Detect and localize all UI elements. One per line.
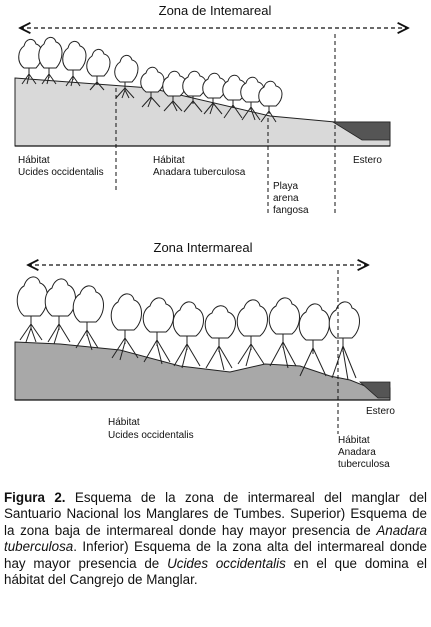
- bottom-habitat-ucides-label: Hábitat: [108, 417, 140, 428]
- top-playa-label-3: fangosa: [273, 205, 309, 216]
- caption-text-2: . Inferior) Esquema de la zona alta del intermareal donde hay mayor presencia de: [4, 539, 427, 571]
- top-habitat-anadara-label: Hábitat: [153, 155, 185, 166]
- bottom-title: Zona Intermareal: [153, 240, 253, 255]
- tree: [19, 39, 42, 84]
- tree: [205, 306, 235, 370]
- top-habitat-anadara-species: Anadara tuberculosa: [153, 167, 246, 178]
- caption-text-3: en el que domina el hábitat del Cangrejo de Manglar.: [4, 555, 427, 588]
- bottom-habitat-anadara-species: tuberculosa: [338, 459, 390, 470]
- top-playa-label-1: Playa: [273, 181, 299, 192]
- bottom-estero-label: Estero: [366, 406, 395, 417]
- top-playa-label-2: arena: [273, 193, 299, 204]
- tree: [173, 302, 203, 368]
- top-estero-label: Estero: [353, 155, 382, 166]
- caption-label: Figura 2.: [4, 490, 66, 505]
- caption-italic-2: Ucides occidentalis: [167, 555, 286, 571]
- tree: [63, 41, 86, 86]
- tree: [39, 37, 62, 84]
- bottom-ground: [15, 342, 390, 400]
- tree: [237, 300, 267, 366]
- bottom-habitat-anadara-label: Hábitat: [338, 435, 370, 446]
- bottom-habitat-ucides-species: Ucides occidentalis: [108, 430, 194, 441]
- tree: [269, 298, 299, 368]
- tree: [329, 302, 359, 380]
- tree: [45, 279, 75, 344]
- top-habitat-ucides-label: Hábitat: [18, 155, 50, 166]
- tree: [17, 277, 47, 342]
- figure-caption: [4, 490, 427, 588]
- caption-text-1: Esquema de la zona de intermareal del manglar del Santuario Nacional los Manglares de Tumbes. Superior) Esquema de la zona baja de intermareal donde hay mayor presencia de: [4, 490, 427, 538]
- bottom-habitat-anadara-genus: Anadara: [338, 447, 376, 458]
- tree: [299, 304, 329, 376]
- tree: [143, 298, 173, 364]
- tree: [73, 286, 103, 350]
- bottom-diagram: [15, 240, 395, 470]
- caption-italic-1: Anadara tuberculosa: [4, 522, 427, 555]
- top-habitat-ucides-species: Ucides occidentalis: [18, 167, 104, 178]
- top-diagram: [15, 3, 408, 216]
- top-title: Zona de Intemareal: [158, 3, 272, 18]
